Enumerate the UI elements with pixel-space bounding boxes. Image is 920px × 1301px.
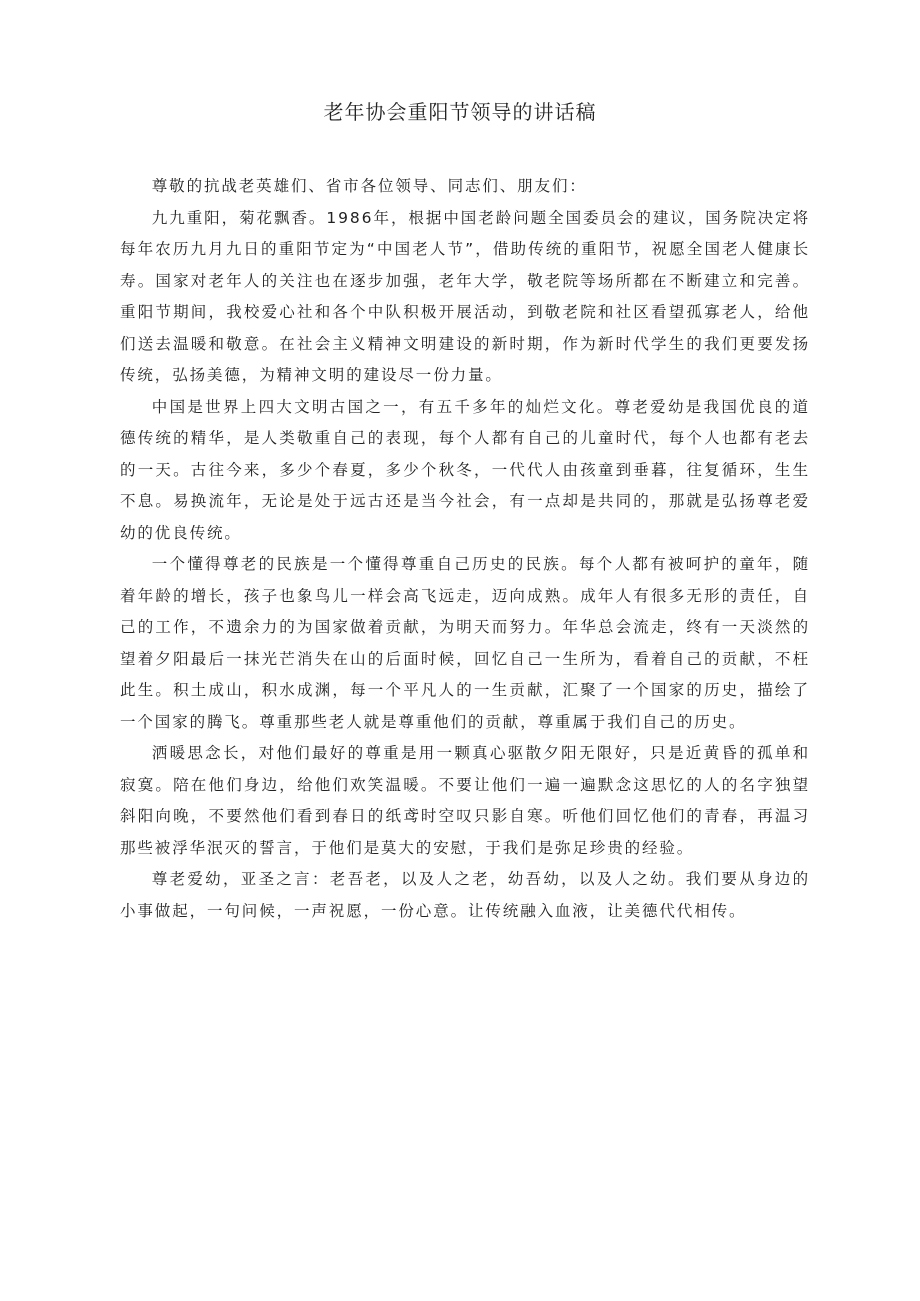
document-body bbox=[120, 171, 810, 927]
paragraph: 洒暖思念长，对他们最好的尊重是用一颗真心驱散夕阳无限好，只是近黄昏的孤单和寂寞。陪在他们身边，给他们欢笑温暖。不要让他们一遍一遍默念这思忆的人的名字独望斜阳向晚，不要然他们看到春日的纸鸢时空叹只影自寒。听他们回忆他们的青春，再温习那些被浮华泯灭的誓言，于他们是莫大的安慰，于我们是弥足珍贵的经验。 bbox=[120, 744, 810, 857]
paragraph: 一个懂得尊老的民族是一个懂得尊重自己历史的民族。每个人都有被呵护的童年，随着年龄的增长，孩子也象鸟儿一样会高飞远走，迈向成熟。成年人有很多无形的责任，自己的工作，不遗余力的为国家做着贡献，为明天而努力。年华总会流走，终有一天淡然的望着夕阳最后一抹光芒消失在山的后面时候，回忆自己一生所为，看着自己的贡献，不枉此生。积土成山，积水成渊，每一个平凡人的一生贡献，汇聚了一个国家的历史，描绘了一个国家的腾飞。尊重那些老人就是尊重他们的贡献，尊重属于我们自己的历史。 bbox=[120, 555, 810, 731]
salutation: 尊敬的抗战老英雄们、省市各位领导、同志们、朋友们： bbox=[151, 177, 587, 195]
document-title: 老年协会重阳节领导的讲话稿 bbox=[323, 100, 597, 124]
paragraph: 九九重阳，菊花飘香。1986年，根据中国老龄问题全国委员会的建议，国务院决定将每年农历九月九日的重阳节定为“中国老人节”，借助传统的重阳节，祝愿全国老人健康长寿。国家对老年人的关注也在逐步加强，老年大学，敬老院等场所都在不断建立和完善。重阳节期间，我校爱心社和各个中队积极开展活动，到敬老院和社区看望孤寡老人，给他们送去温暖和敬意。在社会主义精神文明建设的新时期，作为新时代学生的我们更要发扬传统，弘扬美德，为精神文明的建设尽一份力量。 bbox=[120, 208, 810, 384]
paragraph: 尊老爱幼，亚圣之言：老吾老，以及人之老，幼吾幼，以及人之幼。我们要从身边的小事做起，一句问候，一声祝愿，一份心意。让传统融入血液，让美德代代相传。 bbox=[120, 870, 810, 920]
paragraph: 中国是世界上四大文明古国之一，有五千多年的灿烂文化。尊老爱幼是我国优良的道德传统的精华，是人类敬重自己的表现，每个人都有自己的儿童时代，每个人也都有老去的一天。古往今来，多少个春夏，多少个秋冬，一代代人由孩童到垂暮，往复循环，生生不息。易换流年，无论是处于远古还是当今社会，有一点却是共同的，那就是弘扬尊老爱幼的优良传统。 bbox=[120, 397, 810, 542]
